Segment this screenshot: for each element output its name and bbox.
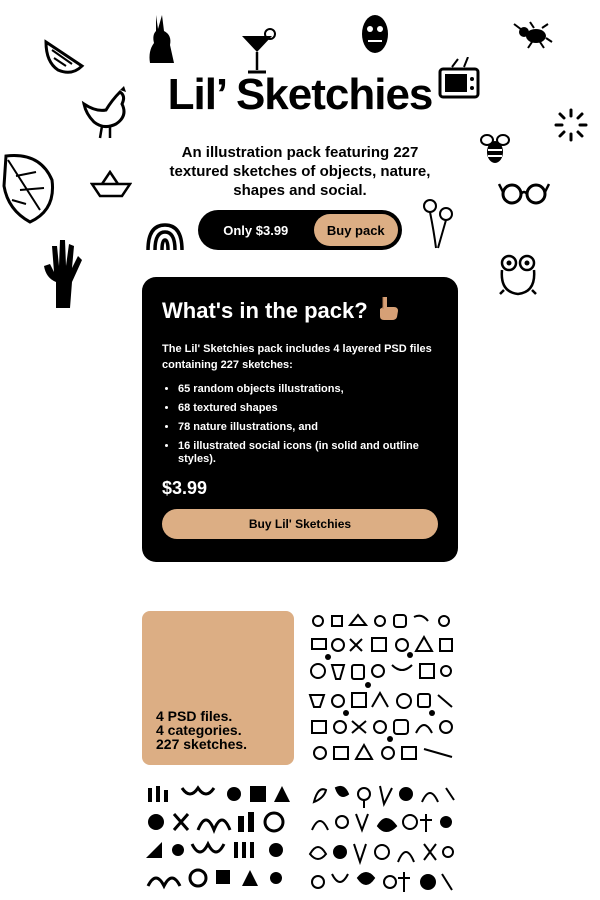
hero-subtitle: An illustration pack featuring 227 textured sketches of objects, nature, shapes and social.: [169, 144, 431, 199]
card-heading-row: [162, 295, 438, 327]
sunglasses-icon: [498, 180, 550, 206]
nature-preview-image: [306, 782, 458, 900]
pack-info-card: [142, 277, 458, 562]
card-description: The Lil' Sketchies pack includes 4 layered PSD files containing 227 sketches:: [162, 343, 432, 371]
shapes-preview-image: [142, 782, 294, 900]
card-heading: What's in the pack?: [162, 298, 368, 323]
mask-face-icon: [360, 13, 390, 55]
paper-boat-icon: [90, 170, 132, 198]
hand-icon: [42, 238, 82, 310]
frog-icon: [498, 254, 538, 296]
stats-tile: [142, 611, 294, 765]
rainbow-arch-icon: [145, 222, 185, 252]
contents-list: [162, 383, 438, 466]
beetle-icon: [512, 20, 554, 50]
stats-line: 4 categories.: [156, 722, 242, 738]
list-item: • 78 nature illustrations, and: [178, 421, 438, 434]
bee-icon: [478, 132, 512, 166]
buy-lil-sketchies-button[interactable]: Buy Lil' Sketchies: [162, 509, 438, 539]
pointing-hand-icon: [374, 295, 400, 327]
rabbit-icon: [146, 13, 176, 65]
buy-pack-button[interactable]: Buy pack: [314, 214, 398, 246]
cocktail-glass-icon: [238, 28, 278, 76]
list-item: • 16 illustrated social icons (in solid and outline styles).: [178, 440, 438, 466]
monstera-leaf-icon: [0, 150, 56, 226]
list-item: • 68 textured shapes: [178, 402, 438, 415]
stats-line: 4 PSD files.: [156, 708, 233, 724]
hero-price-label: Only $3.99: [223, 222, 289, 238]
flowers-icon: [420, 198, 458, 250]
stats-line: 227 sketches.: [156, 736, 248, 752]
list-item: • 65 random objects illustrations,: [178, 383, 438, 396]
card-price: $3.99: [162, 478, 208, 498]
objects-preview-image: [306, 611, 458, 765]
page-title: Lil’ Sketchies: [167, 70, 433, 119]
stats-text: [156, 709, 247, 751]
price-pill: [198, 210, 402, 250]
